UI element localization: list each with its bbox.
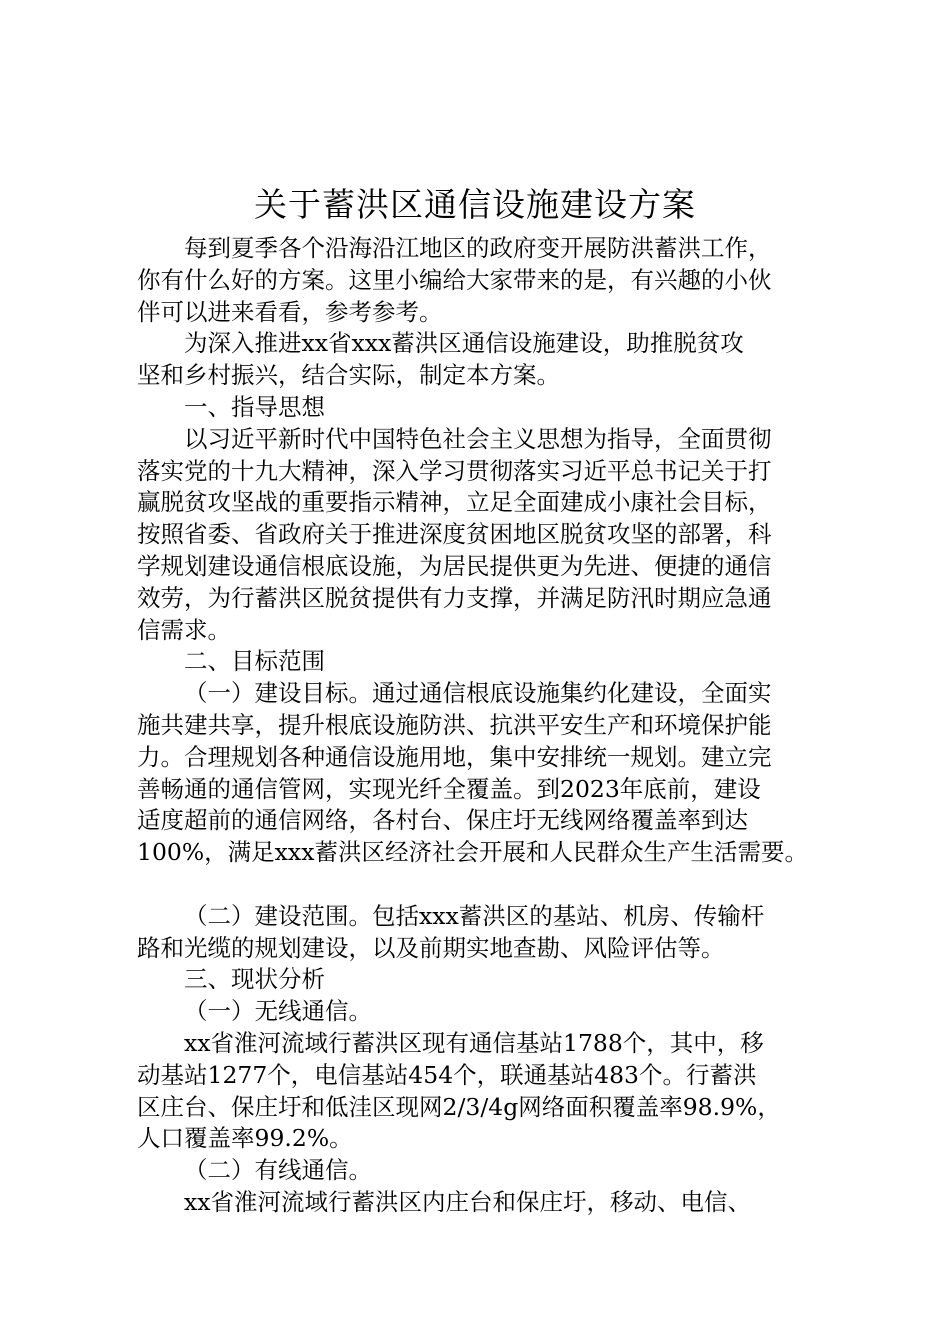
section-heading: 三、现状分析 [184,965,325,994]
text-line: 效劳，为行蓄洪区脱贫提供有力支撑，并满足防汛时期应急通 [137,583,772,612]
section-heading: 二、目标范围 [184,647,325,676]
paragraph-wired [137,1187,837,1219]
text-line: 学规划建设通信根底设施，为居民提供更为先进、便捷的通信 [137,551,772,580]
paragraph-guiding-thought [137,424,837,647]
text-line: 每到夏季各个沿海沿江地区的政府变开展防洪蓄洪工作， [184,234,772,262]
heading-target-scope [137,646,837,678]
section-heading: 一、指导思想 [184,392,325,421]
text-line: xx省淮河流域行蓄洪区内庄台和保庄圩，移动、电信、 [184,1187,752,1216]
paragraph-purpose [137,328,837,392]
text-line: 力。合理规划各种通信设施用地，集中安排统一规划。建立完 [137,742,772,771]
text-line: 落实党的十九大精神，深入学习贯彻落实习近平总书记关于打 [137,456,772,485]
document-title: 关于蓄洪区通信设施建设方案 [254,185,696,224]
text-line: （二）建设范围。包括xxx蓄洪区的基站、机房、传输杆 [184,901,765,930]
subsection-heading: （一）无线通信。 [184,997,372,1026]
text-line: 人口覆盖率99.2%。 [137,1124,353,1153]
text-line: （一）建设目标。通过通信根底设施集约化建设，全面实 [184,679,772,708]
subheading-wireless [137,996,837,1028]
text-line: 善畅通的通信管网，实现光纤全覆盖。到2023年底前，建设 [137,774,761,803]
text-line: 适度超前的通信网络，各村台、保庄圩无线网络覆盖率到达 [137,806,748,835]
paragraph-wireless [137,1028,837,1155]
text-line: 信需求。 [137,615,231,644]
text-line: 为深入推进xx省xxx蓄洪区通信设施建设，助推脱贫攻 [184,329,744,358]
paragraph-intro [137,233,837,328]
text-line: 区庄台、保庄圩和低洼区现网2/3/4g网络面积覆盖率98.9%， [137,1092,781,1121]
subheading-wired [137,1155,837,1187]
text-line: 动基站1277个，电信基站454个，联通基站483个。行蓄洪 [137,1060,757,1089]
text-line: xx省淮河流域行蓄洪区现有通信基站1788个，其中，移 [184,1028,764,1057]
text-line: 按照省委、省政府关于推进深度贫困地区脱贫攻坚的部署，科 [137,520,772,549]
text-line: 以习近平新时代中国特色社会主义思想为指导，全面贯彻 [184,424,772,453]
paragraph-construction-scope [137,901,837,965]
text-line: 100%，满足xxx蓄洪区经济社会开展和人民群众生产生活需要。 [137,838,808,867]
text-line: 伴可以进来看看，参考参考。 [137,297,443,326]
text-line: 赢脱贫攻坚战的重要指示精神，立足全面建成小康社会目标， [137,488,772,517]
paragraph-gap [137,869,837,901]
subsection-heading: （二）有线通信。 [184,1156,372,1185]
text-line: 施共建共享，提升根底设施防洪、抗洪平安生产和环境保护能 [137,710,772,739]
heading-status-analysis [137,964,837,996]
text-line: 路和光缆的规划建设，以及前期实地查勘、风险评估等。 [137,933,725,962]
paragraph-construction-goal [137,678,837,869]
document-body [137,233,837,1219]
text-line: 你有什么好的方案。这里小编给大家带来的是，有兴趣的小伙 [137,265,772,294]
text-line: 坚和乡村振兴，结合实际，制定本方案。 [137,361,560,390]
heading-guiding-thought [137,392,837,424]
